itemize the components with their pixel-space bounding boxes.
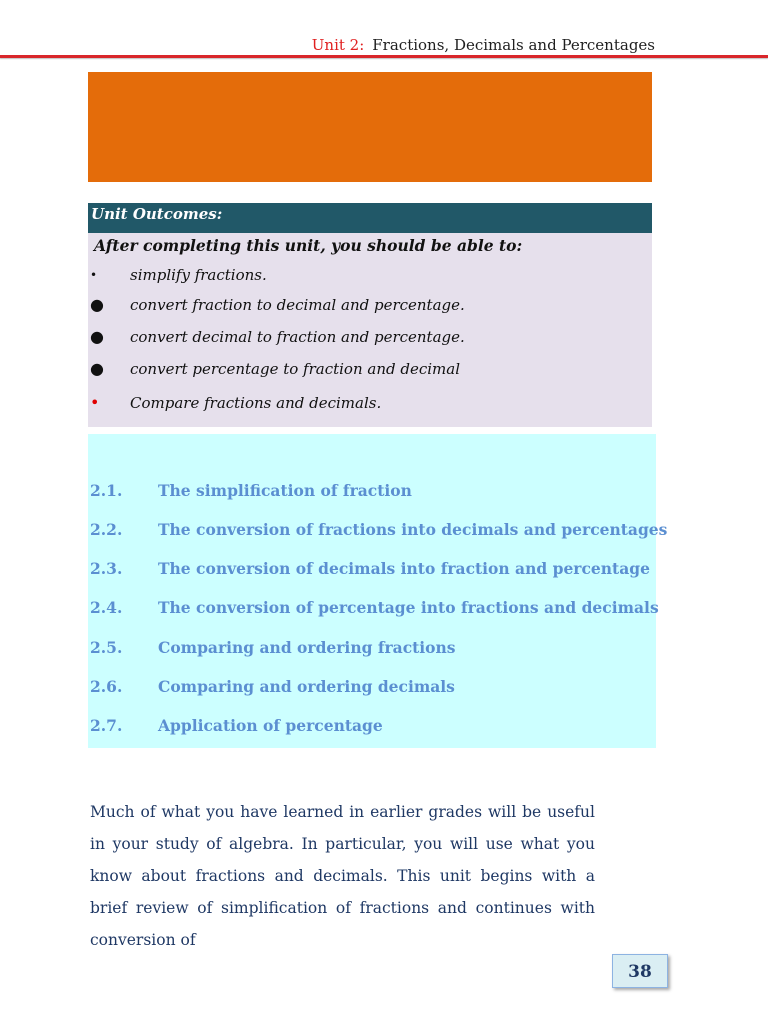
unit-outcomes-box: Unit Outcomes: After completing this unit, you should be able to: • simplify fractions. ● convert fraction to decimal and percentage. ● convert decimal to fraction and percentage. ● convert percentage to fraction and decimal • Compare fractions and decimals. [88, 203, 652, 427]
unit-contents-box [88, 434, 668, 748]
section-title: The simplification of fraction [158, 481, 412, 500]
bullet-icon: • [90, 393, 100, 412]
section-number: 2.1. [90, 481, 123, 500]
running-header [0, 36, 655, 56]
unit-banner [88, 72, 652, 182]
page-number-badge: 38 [612, 954, 668, 988]
outcomes-intro: After completing this unit, you should be able to: [94, 236, 523, 255]
outcomes-title: Unit Outcomes: [88, 203, 652, 233]
section-number: 2.2. [90, 520, 123, 539]
unit-label: Unit 2: [311, 36, 365, 54]
section-title: The conversion of fractions into decimals and percentages [158, 520, 668, 539]
bullet-icon: ● [90, 295, 104, 314]
bullet-icon: ● [90, 359, 104, 378]
section-number: 2.4. [90, 598, 123, 617]
section-title: Comparing and ordering decimals [158, 677, 455, 696]
bullet-icon: • [90, 268, 98, 282]
section-title: Comparing and ordering fractions [158, 638, 456, 657]
section-number: 2.5. [90, 638, 123, 657]
unit-title: Fractions, Decimals and Percentages [372, 36, 655, 54]
header-divider [0, 55, 768, 58]
bullet-icon: ● [90, 327, 104, 346]
intro-paragraph: Much of what you have learned in earlier grades will be useful in your study of algebra. In particular, you will use what you know about fractions and decimals. This unit begins with a brief review of simplification of fractions and continues with conversion of [90, 803, 595, 949]
section-number: 2.6. [90, 677, 123, 696]
section-title: Application of percentage [158, 716, 383, 735]
section-title: The conversion of decimals into fraction and percentage [158, 559, 650, 578]
section-title: The conversion of percentage into fractions and decimals [158, 598, 659, 617]
section-number: 2.7. [90, 716, 123, 735]
section-number: 2.3. [90, 559, 123, 578]
